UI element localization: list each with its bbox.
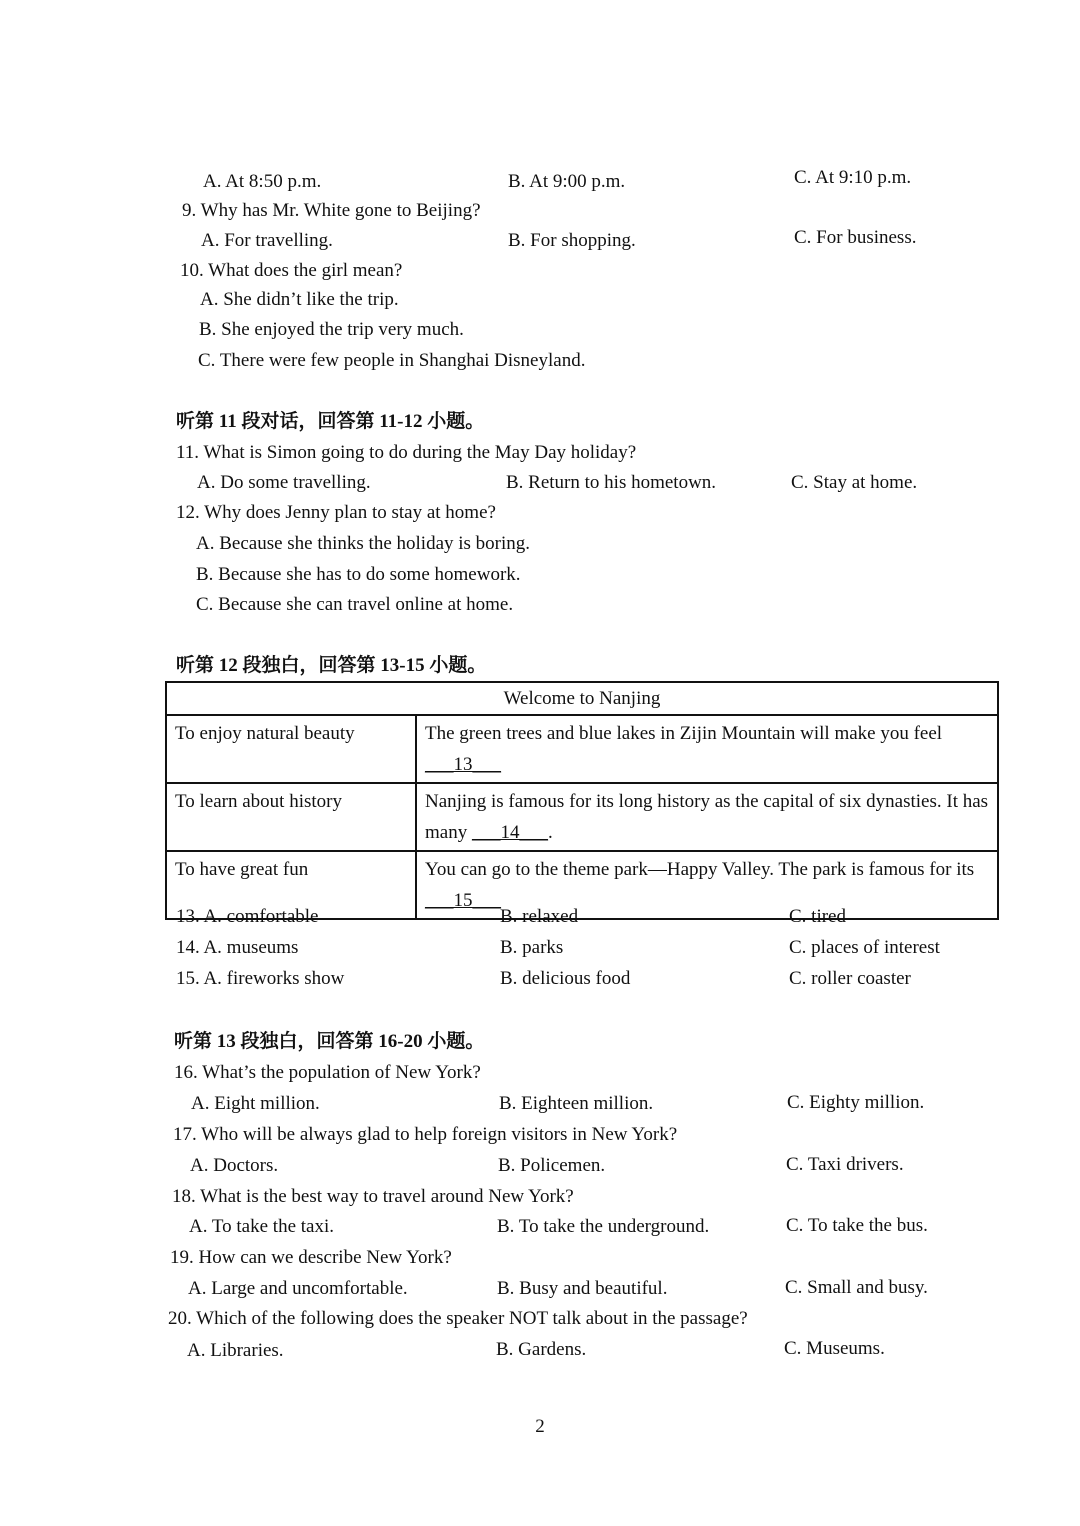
q12-option-a: A. Because she thinks the holiday is boring. <box>196 533 531 554</box>
page-number: 2 <box>535 1416 545 1437</box>
table-row-text: The green trees and blue lakes in Zijin Mountain will make you feel <box>425 723 943 744</box>
q12-option-c: C. Because she can travel online at home. <box>196 594 514 615</box>
table-row <box>166 783 998 851</box>
q15-option-a: 15. A. fireworks show <box>176 968 345 989</box>
table-row-label: To have great fun <box>166 851 416 919</box>
q11-question: 11. What is Simon going to do during the May Day holiday? <box>176 442 637 463</box>
table-row-label: To learn about history <box>166 783 416 851</box>
q16-question: 16. What’s the population of New York? <box>174 1062 481 1083</box>
table-row-text: You can go to the theme park—Happy Valley. The park is famous for its <box>425 859 975 880</box>
q19-option-a: A. Large and uncomfortable. <box>188 1278 408 1299</box>
q12-question: 12. Why does Jenny plan to stay at home? <box>176 502 496 523</box>
q17-option-b: B. Policemen. <box>498 1155 606 1176</box>
section-12-heading: 听第 12 段独白，回答第 13-15 小题。 <box>176 655 487 676</box>
q10-question: 10. What does the girl mean? <box>180 260 403 281</box>
q9-option-c: C. For business. <box>794 227 917 248</box>
table-row-label: To enjoy natural beauty <box>166 715 416 783</box>
q13-option-c: C. tired <box>789 906 846 927</box>
q13-option-a: 13. A. comfortable <box>176 906 319 927</box>
q11-option-c: C. Stay at home. <box>791 472 918 493</box>
section-13-heading: 听第 13 段独白，回答第 16-20 小题。 <box>174 1031 485 1052</box>
q18-option-a: A. To take the taxi. <box>189 1216 335 1237</box>
q20-option-c: C. Museums. <box>784 1338 885 1359</box>
q14-option-c: C. places of interest <box>789 937 940 958</box>
answer-blank-13: ___13___ <box>425 754 501 775</box>
q15-option-c: C. roller coaster <box>789 968 911 989</box>
q14-option-a: 14. A. museums <box>176 937 299 958</box>
q18-option-b: B. To take the underground. <box>497 1216 710 1237</box>
table-row <box>166 715 998 783</box>
table-title: Welcome to Nanjing <box>166 682 998 715</box>
answer-blank-15: ___15___ <box>425 890 501 911</box>
q19-option-b: B. Busy and beautiful. <box>497 1278 668 1299</box>
q11-option-a: A. Do some travelling. <box>197 472 371 493</box>
q10-option-b: B. She enjoyed the trip very much. <box>199 319 464 340</box>
q16-option-b: B. Eighteen million. <box>499 1093 654 1114</box>
q20-question: 20. Which of the following does the speaker NOT talk about in the passage? <box>168 1308 748 1329</box>
q17-option-c: C. Taxi drivers. <box>786 1154 904 1175</box>
q17-question: 17. Who will be always glad to help foreign visitors in New York? <box>173 1124 678 1145</box>
q12-option-b: B. Because she has to do some homework. <box>196 564 521 585</box>
q9-option-b: B. For shopping. <box>508 230 636 251</box>
q18-question: 18. What is the best way to travel around New York? <box>172 1186 574 1207</box>
q19-question: 19. How can we describe New York? <box>170 1247 452 1268</box>
q14-option-b: B. parks <box>500 937 564 958</box>
q9-option-a: A. For travelling. <box>201 230 333 251</box>
q15-option-b: B. delicious food <box>500 968 631 989</box>
section-11-heading: 听第 11 段对话，回答第 11-12 小题。 <box>176 411 485 432</box>
q10-option-c: C. There were few people in Shanghai Disneyland. <box>198 350 586 371</box>
q16-option-c: C. Eighty million. <box>787 1092 925 1113</box>
q17-option-a: A. Doctors. <box>190 1155 279 1176</box>
table-row-suffix: . <box>547 822 553 843</box>
q20-option-b: B. Gardens. <box>496 1339 587 1360</box>
answer-blank-14: ___14___ <box>471 822 548 843</box>
q19-option-c: C. Small and busy. <box>785 1277 928 1298</box>
q10-option-a: A. She didn’t like the trip. <box>200 289 399 310</box>
q11-option-b: B. Return to his hometown. <box>506 472 717 493</box>
q9-question: 9. Why has Mr. White gone to Beijing? <box>182 200 481 221</box>
q20-option-a: A. Libraries. <box>187 1340 284 1361</box>
table-row-content <box>416 715 998 783</box>
q13-option-b: B. relaxed <box>500 906 579 927</box>
table-row-text: Nanjing is famous for its long history as the capital of six dynasties. It has many <box>425 791 989 843</box>
q8-option-a: A. At 8:50 p.m. <box>203 171 322 192</box>
welcome-table <box>165 681 999 920</box>
q18-option-c: C. To take the bus. <box>786 1215 928 1236</box>
table-row-content <box>416 783 998 851</box>
q16-option-a: A. Eight million. <box>191 1093 320 1114</box>
q8-option-b: B. At 9:00 p.m. <box>508 171 626 192</box>
q8-option-c: C. At 9:10 p.m. <box>794 167 912 188</box>
